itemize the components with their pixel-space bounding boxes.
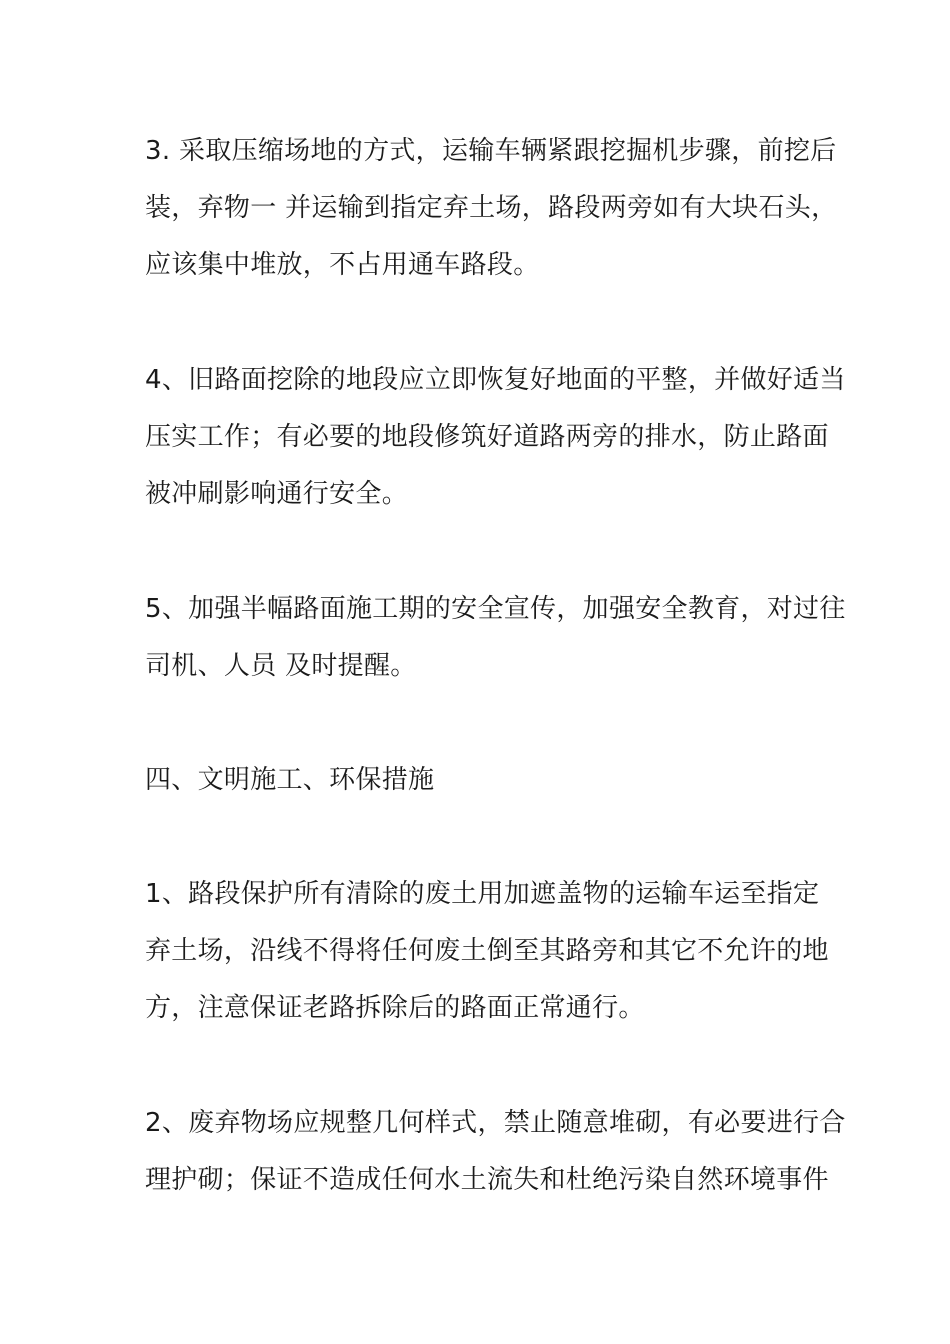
paragraph-item-2 xyxy=(145,1095,846,1209)
text-line: 5、加强半幅路面施工期的安全宣传，加强安全教育，对过往 xyxy=(145,594,846,624)
text-line: 被冲刷影响通行安全。 xyxy=(145,479,409,509)
text-line: 4、旧路面挖除的地段应立即恢复好地面的平整，并做好适当 xyxy=(145,365,846,395)
text-line: 3. 采取压缩场地的方式，运输车辆紧跟挖掘机步骤，前挖后 xyxy=(145,136,837,166)
section-heading xyxy=(145,752,815,809)
heading-text: 四、文明施工、环保措施 xyxy=(145,765,435,795)
text-line: 弃土场，沿线不得将任何废土倒至其路旁和其它不允许的地 xyxy=(145,936,829,966)
text-line: 2、废弃物场应规整几何样式，禁止随意堆砌，有必要进行合 xyxy=(145,1108,846,1138)
text-line: 1、路段保护所有清除的废土用加遮盖物的运输车运至指定 xyxy=(145,879,820,909)
text-line: 应该集中堆放，不占用通车路段。 xyxy=(145,250,540,280)
text-line: 装，弃物一 并运输到指定弃土场，路段两旁如有大块石头， xyxy=(145,193,838,223)
text-line: 司机、人员 及时提醒。 xyxy=(145,651,417,681)
paragraph-item-5 xyxy=(145,581,846,695)
paragraph-item-4 xyxy=(145,352,846,523)
text-line: 理护砌；保证不造成任何水土流失和杜绝污染自然环境事件 xyxy=(145,1165,829,1195)
paragraph-item-3 xyxy=(145,123,838,294)
text-line: 方，注意保证老路拆除后的路面正常通行。 xyxy=(145,993,645,1023)
text-line: 压实工作；有必要的地段修筑好道路两旁的排水，防止路面 xyxy=(145,422,829,452)
paragraph-item-1 xyxy=(145,866,829,1037)
